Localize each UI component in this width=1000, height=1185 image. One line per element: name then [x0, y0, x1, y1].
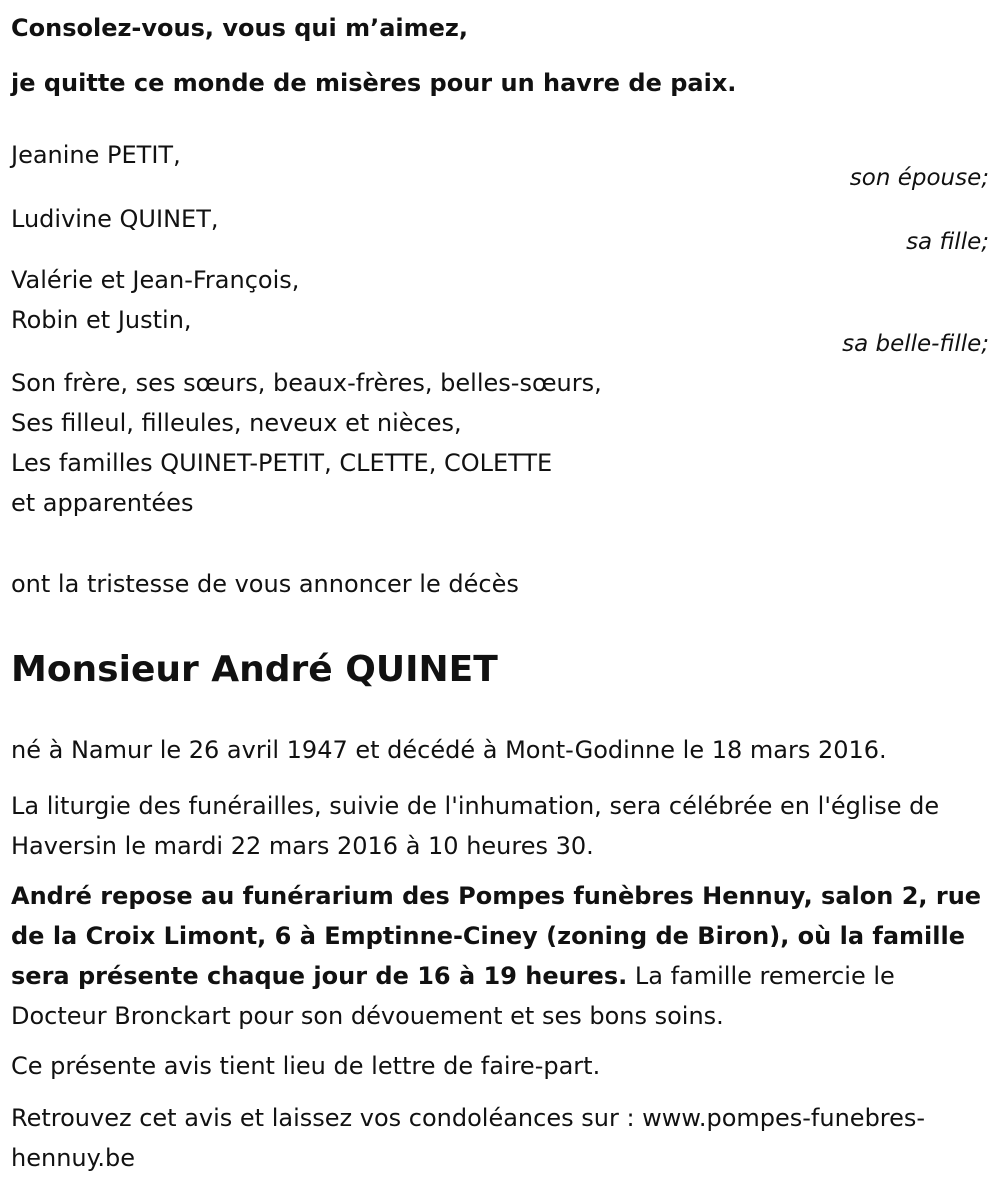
- extended-family-line-4: et apparentées: [11, 489, 194, 517]
- family-member-relation: sa fille;: [906, 229, 989, 255]
- website-info: Retrouvez cet avis et laissez vos condoléances sur : www.pompes-funebres-hennuy.be: [11, 1104, 926, 1172]
- epigraph-line-2: je quitte ce monde de misères pour un havre de paix.: [11, 69, 737, 97]
- liturgy-info: La liturgie des funérailles, suivie de l'inhumation, sera célébrée en l'église de Haversin le mardi 22 mars 2016 à 10 heures 30.: [11, 792, 940, 860]
- thanks-info: La famille remercie le Docteur Bronckart pour son dévouement et ses bons soins.: [11, 962, 895, 1030]
- extended-family-line-2: Ses filleul, filleules, neveux et nièces,: [11, 409, 462, 437]
- repose-and-thanks: [11, 876, 986, 1036]
- repose-info: André repose au funérarium des Pompes funèbres Hennuy, salon 2, rue de la Croix Limont, 6 à Emptinne-Ciney (zoning de Biron), où la famille sera présente chaque jour de 16 à 19 heures.: [11, 882, 982, 990]
- family-member-name: Ludivine QUINET,: [11, 205, 219, 233]
- birth-death-info: né à Namur le 26 avril 1947 et décédé à Mont-Godinne le 18 mars 2016.: [11, 736, 887, 764]
- announcement-text: ont la tristesse de vous annoncer le décès: [11, 570, 519, 598]
- family-member-name: Jeanine PETIT,: [11, 141, 181, 169]
- epigraph-line-1: Consolez-vous, vous qui m’aimez,: [11, 14, 468, 42]
- extended-family-line-1: Son frère, ses sœurs, beaux-frères, belles-sœurs,: [11, 369, 602, 397]
- family-member-relation: sa belle-fille;: [842, 331, 989, 357]
- family-member-name-continued: Robin et Justin,: [11, 306, 192, 334]
- family-member-name: Valérie et Jean-François,: [11, 266, 300, 294]
- extended-family-line-3: Les familles QUINET-PETIT, CLETTE, COLETTE: [11, 449, 553, 477]
- family-member-relation: son épouse;: [849, 165, 989, 191]
- deceased-name: Monsieur André QUINET: [11, 649, 498, 690]
- notice-info: Ce présente avis tient lieu de lettre de faire-part.: [11, 1052, 601, 1080]
